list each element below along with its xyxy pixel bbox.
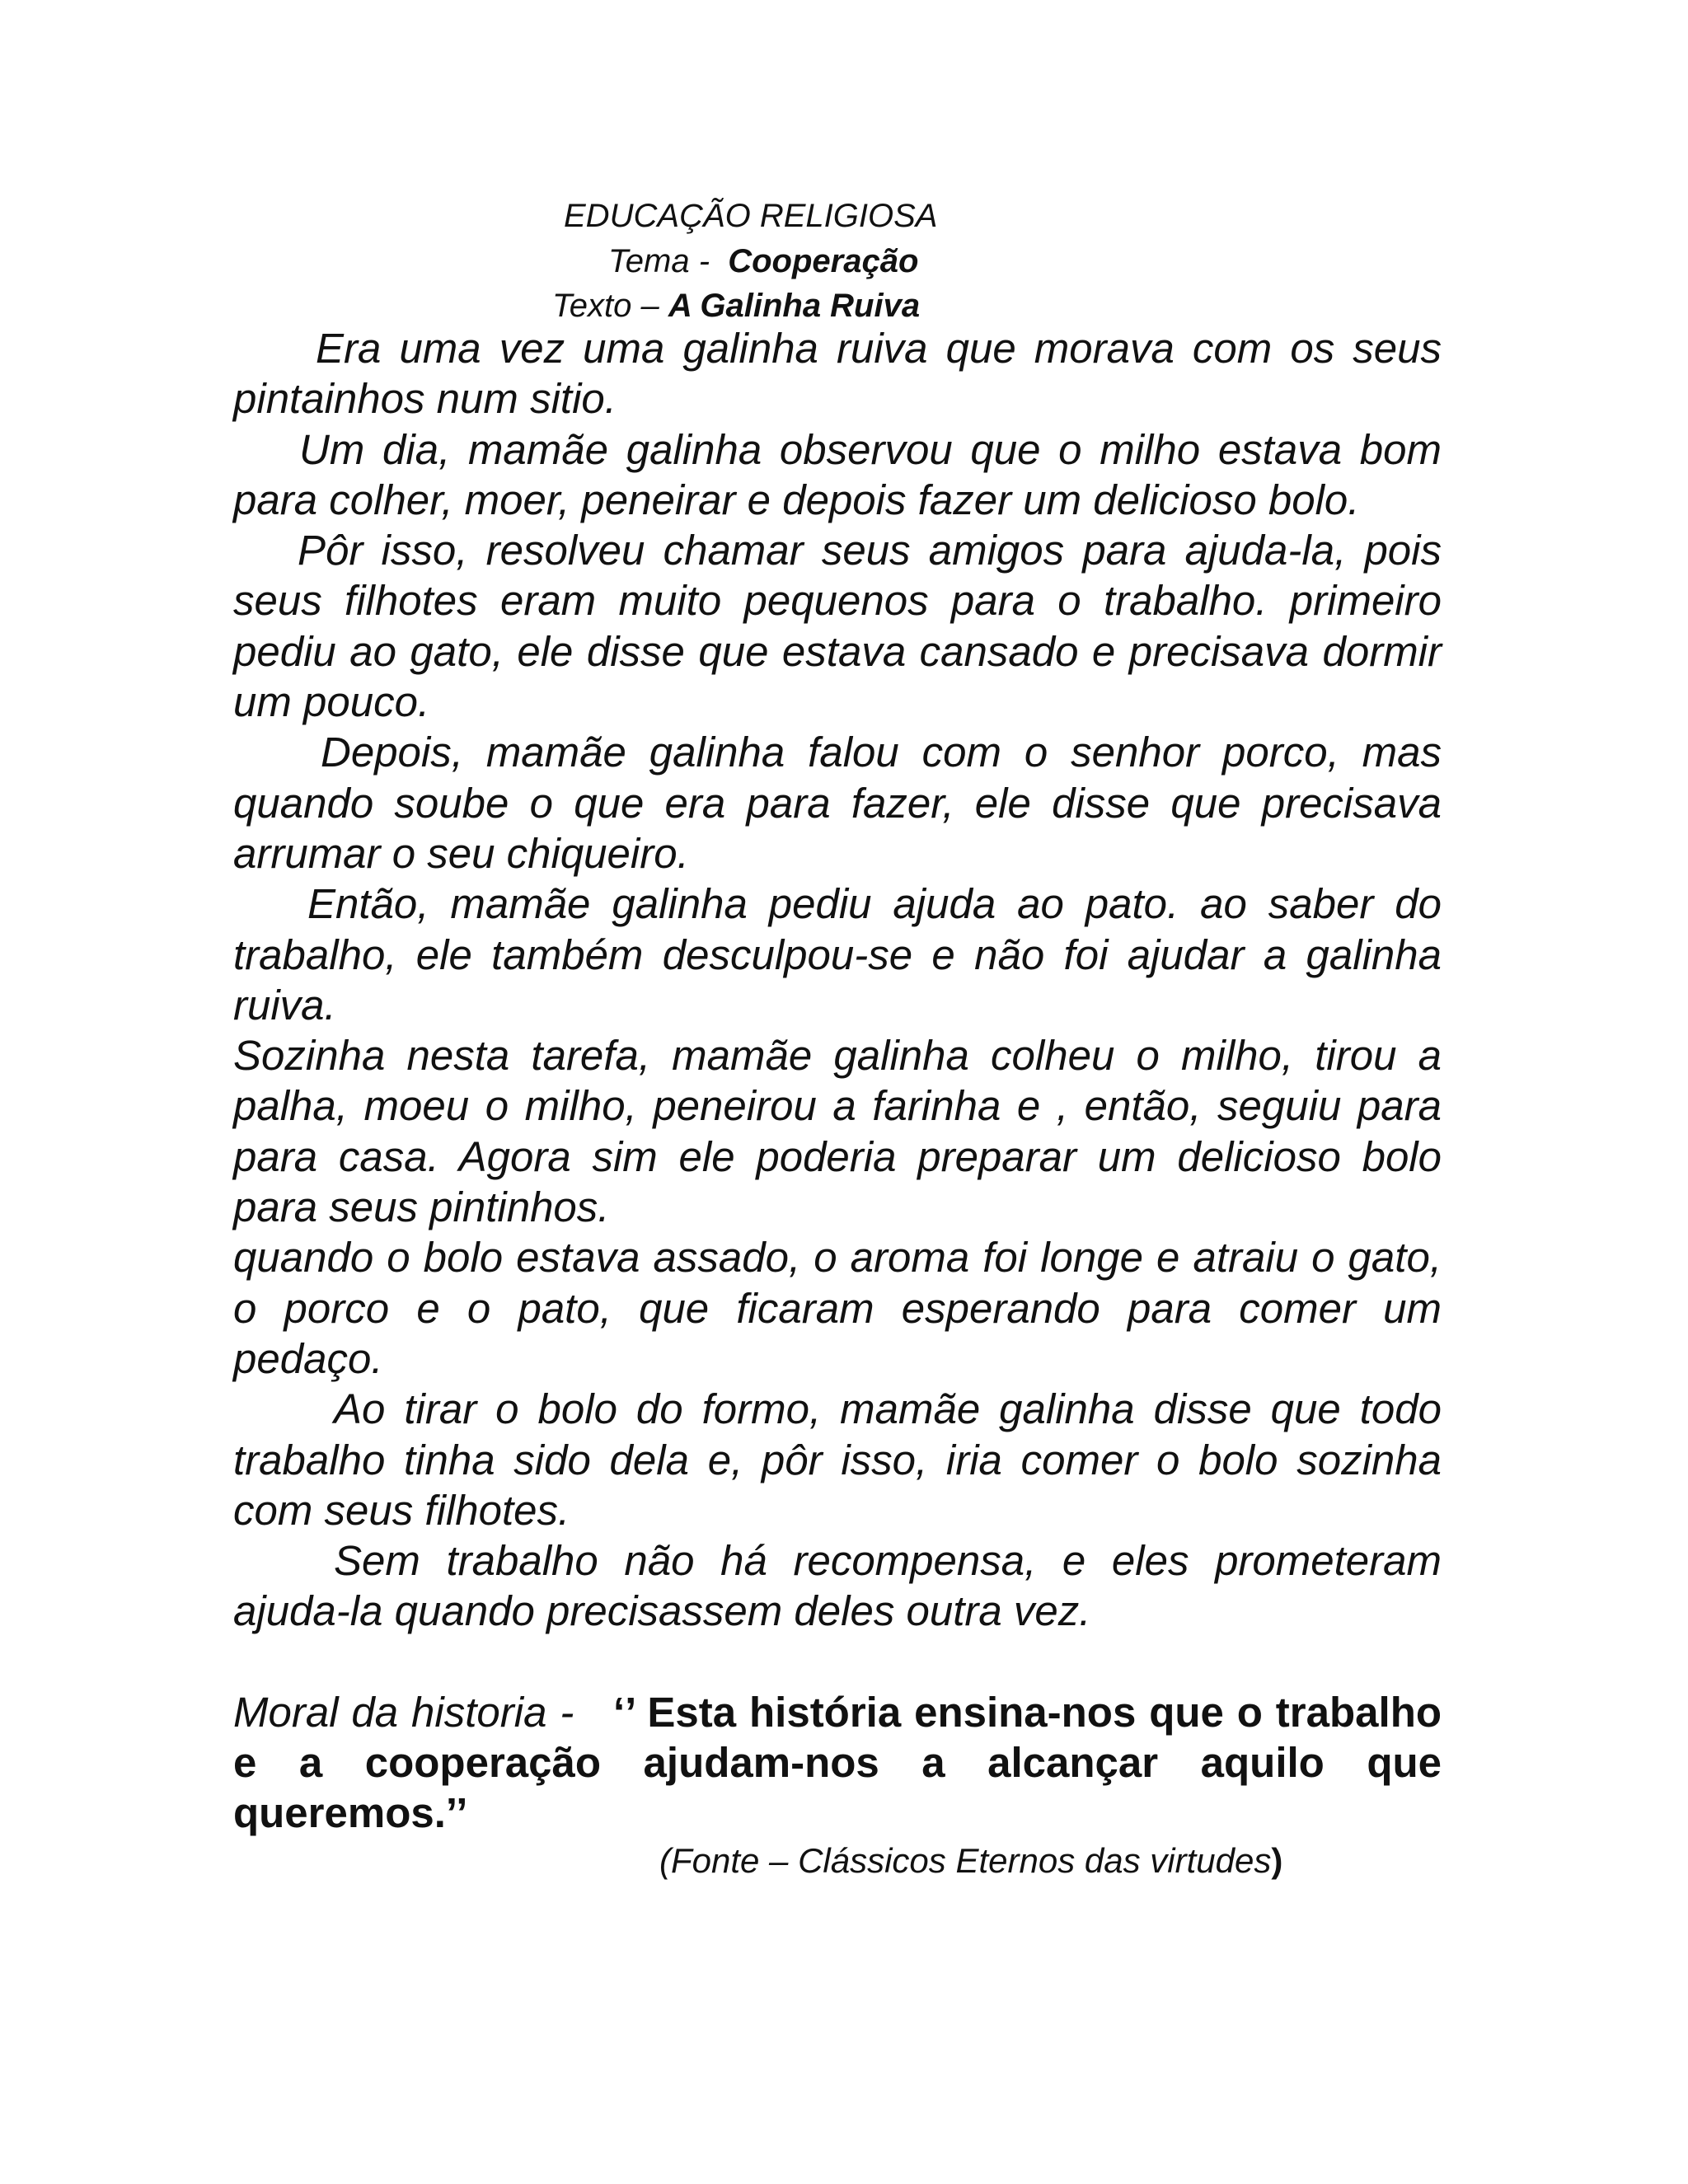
paragraph: Era uma vez uma galinha ruiva que morava com os seus pintainhos num sitio.	[233, 325, 1442, 423]
source-citation	[659, 1840, 1282, 1882]
spacer	[233, 1637, 1442, 1687]
paragraph: Então, mamãe galinha pediu ajuda ao pato. ao saber do trabalho, ele também desculpou-se e não foi ajudar a galinha ruiva.	[233, 880, 1442, 1029]
text-heading	[552, 284, 920, 327]
paragraph: Ao tirar o bolo do formo, mamãe galinha disse que todo trabalho tinha sido dela e, pôr isso, iria comer o bolo sozinha com seus filhotes.	[233, 1385, 1442, 1534]
paragraph: Sem trabalho não há recompensa, e eles prometeram ajuda-la quando precisassem deles outra vez.	[233, 1537, 1442, 1635]
moral-paragraph	[233, 1687, 1442, 1839]
theme-heading	[608, 240, 918, 283]
subject-text: EDUCAÇÃO RELIGIOSA	[564, 198, 938, 234]
paragraph: Pôr isso, resolveu chamar seus amigos para ajuda-la, pois seus filhotes eram muito pequenos para o trabalho. primeiro pediu ao gato, ele disse que estava cansado e precisava dormir um pouco.	[233, 527, 1442, 726]
text-prefix: Texto –	[552, 288, 668, 324]
paragraph: Depois, mamãe galinha falou com o senhor porco, mas quando soube o que era para fazer, ele disse que precisava arrumar o seu chiqueiro.	[233, 729, 1442, 877]
story-body	[233, 323, 1442, 1839]
moral-lead: Moral da historia -	[233, 1688, 613, 1736]
paragraph: Sozinha nesta tarefa, mamãe galinha colheu o milho, tirou a palha, moeu o milho, peneirou a farinha e , então, seguiu para para casa. Agora sim ele poderia preparar um delicioso bolo para seus pintinhos.	[233, 1032, 1442, 1231]
subject-heading	[564, 194, 937, 237]
paragraph: quando o bolo estava assado, o aroma foi longe e atraiu o gato, o porco e o pato, que ficaram esperando para comer um pedaço.	[233, 1234, 1442, 1382]
story-title: A Galinha Ruiva	[668, 288, 921, 324]
source-text: (Fonte – Clássicos Eternos das virtudes	[659, 1841, 1272, 1880]
theme-prefix: Tema -	[608, 243, 729, 279]
source-close-paren: )	[1271, 1841, 1283, 1880]
theme-title: Cooperação	[728, 243, 919, 279]
paragraph: Um dia, mamãe galinha observou que o milho estava bom para colher, moer, peneirar e depois fazer um delicioso bolo.	[233, 425, 1442, 523]
moral-quote: ‘’ Esta história ensina-nos que o trabalho e a cooperação ajudam-nos a alcançar aquilo que queremos.’’	[233, 1688, 1442, 1837]
